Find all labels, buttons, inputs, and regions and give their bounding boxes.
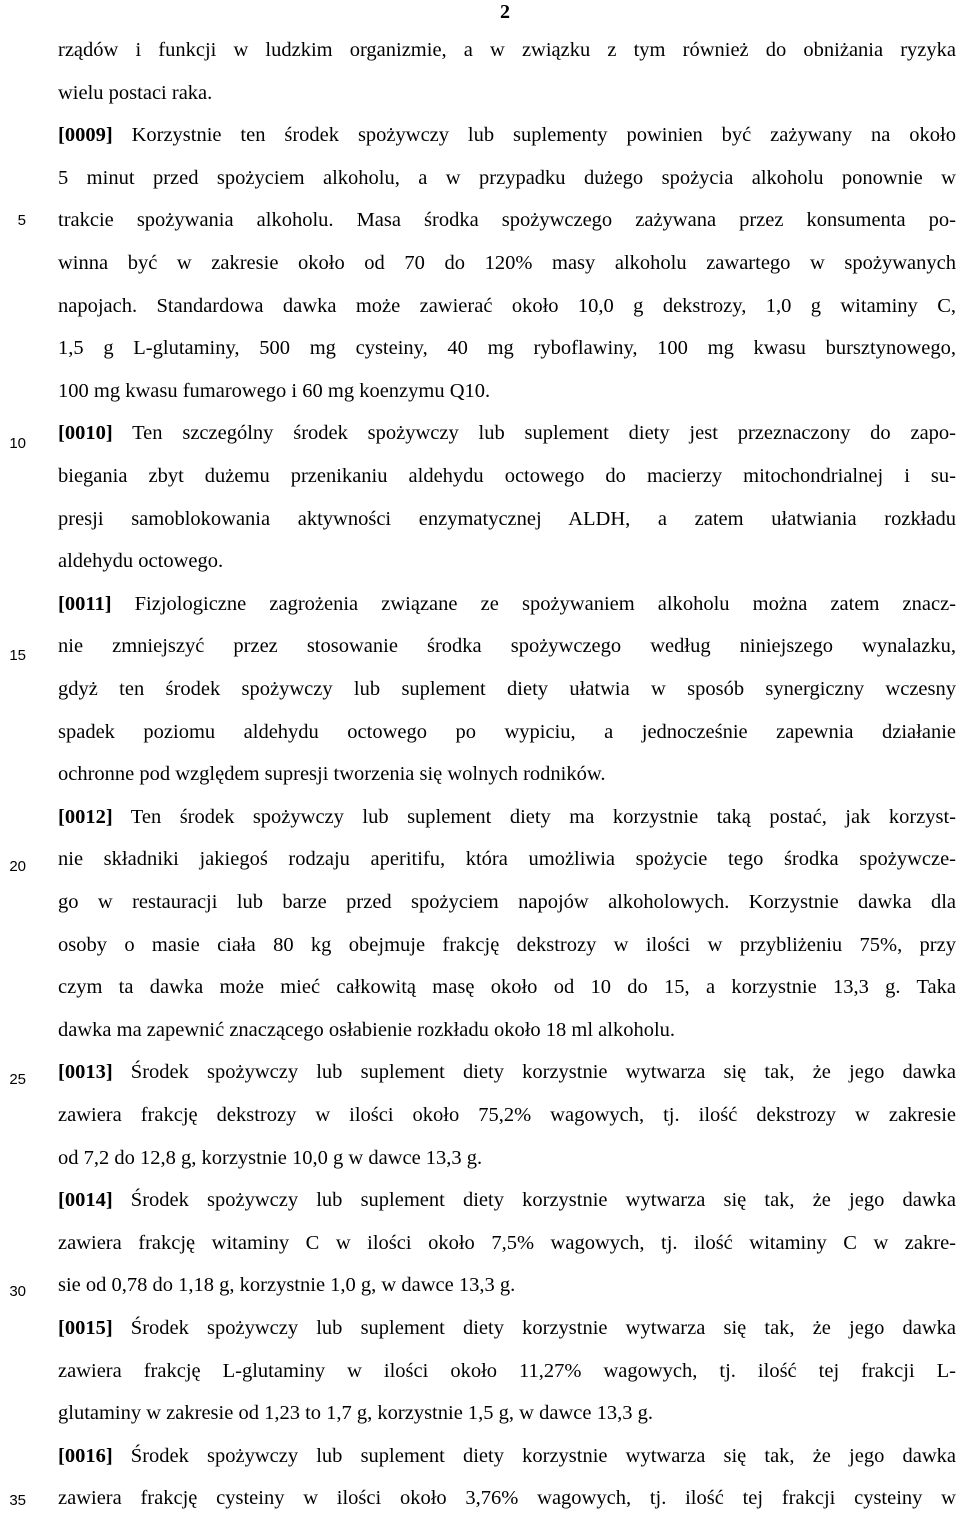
line-text: Ten szczególny środek spożywczy lub suplement diety jest przeznaczony do zapo- xyxy=(112,422,956,445)
text-line xyxy=(58,164,956,194)
line-text: go w restauracji lub barze przed spożyciem napojów alkoholowych. Korzystnie dawka dla xyxy=(58,891,956,913)
text-line xyxy=(58,1016,956,1046)
line-text: Środek spożywczy lub suplement diety korzystnie wytwarza się tak, że jego dawka xyxy=(112,1189,956,1212)
text-line xyxy=(58,1144,956,1174)
line-text: 1,5 g L-glutaminy, 500 mg cysteiny, 40 mg ryboflawiny, 100 mg kwasu bursztynowego, xyxy=(58,337,956,360)
text-line xyxy=(58,1058,956,1088)
line-text: czym ta dawka może mieć całkowitą masę około od 10 do 15, a korzystnie 13,3 g. Taka xyxy=(58,976,956,999)
text-line xyxy=(58,1442,956,1472)
line-text: Korzystnie ten środek spożywczy lub suplementy powinien być zażywany na około xyxy=(112,124,956,147)
margin-line-number: 5 xyxy=(17,212,26,229)
line-text: Ten środek spożywczy lub suplement diety ma korzystnie taką postać, jak korzyst- xyxy=(112,805,956,828)
line-text: presji samoblokowania aktywności enzymatycznej ALDH, a zatem ułatwiania rozkładu xyxy=(58,507,956,530)
paragraph-number: [0013] xyxy=(58,1061,113,1084)
line-text: zawiera frakcję cysteiny w ilości około 3,76% wagowych, tj. ilość tej frakcji cysteiny w xyxy=(58,1487,956,1510)
line-text: spadek poziomu aldehydu octowego po wypiciu, a jednocześnie zapewnia działanie xyxy=(58,720,956,743)
text-line xyxy=(58,292,956,322)
text-line xyxy=(58,1399,956,1429)
paragraph-number: [0012] xyxy=(58,805,113,828)
line-text: Środek spożywczy lub suplement diety korzystnie wytwarza się tak, że jego dawka xyxy=(112,1444,956,1467)
paragraph-number: [0014] xyxy=(58,1189,113,1212)
line-text: zawiera frakcję dekstrozy w ilości około 75,2% wagowych, tj. ilość dekstrozy w zakresie xyxy=(58,1104,956,1126)
margin-line-number: 35 xyxy=(9,1492,26,1509)
line-text: Środek spożywczy lub suplement diety korzystnie wytwarza się tak, że jego dawka xyxy=(112,1061,956,1084)
line-text: ochronne pod względem supresji tworzenia się wolnych rodników. xyxy=(58,763,606,786)
text-line xyxy=(58,547,956,577)
line-text: nie zmniejszyć przez stosowanie środka spożywczego według niniejszego wynalazku, xyxy=(58,635,956,658)
line-text: dawka ma zapewnić znaczącego osłabienie rozkładu około 18 ml alkoholu. xyxy=(58,1018,676,1041)
line-text: 5 minut przed spożyciem alkoholu, a w przypadku dużego spożycia alkoholu ponownie w xyxy=(58,166,956,189)
line-text: Środek spożywczy lub suplement diety korzystnie wytwarza się tak, że jego dawka xyxy=(112,1317,956,1339)
text-line xyxy=(58,1314,956,1344)
line-text: trakcie spożywania alkoholu. Masa środka spożywczego zażywana przez konsumenta po- xyxy=(58,209,956,232)
text-line xyxy=(58,718,956,748)
line-text: 100 mg kwasu fumarowego i 60 mg koenzymu Q10. xyxy=(58,379,491,402)
margin-line-number: 15 xyxy=(9,647,26,664)
line-text: zawiera frakcję L-glutaminy w ilości około 11,27% wagowych, tj. ilość tej frakcji L- xyxy=(58,1359,956,1382)
margin-line-number: 20 xyxy=(9,858,26,875)
text-line xyxy=(58,1229,956,1259)
text-line xyxy=(58,973,956,1003)
text-line xyxy=(58,249,956,279)
text-line xyxy=(58,419,956,449)
text-line xyxy=(58,505,956,535)
line-text: glutaminy w zakresie od 1,23 to 1,7 g, korzystnie 1,5 g, w dawce 13,3 g. xyxy=(58,1402,653,1425)
margin-line-number: 30 xyxy=(9,1283,26,1300)
text-line xyxy=(58,1484,956,1514)
text-line xyxy=(58,462,956,492)
text-line xyxy=(58,334,956,364)
text-line xyxy=(58,888,956,918)
text-line xyxy=(58,760,956,790)
text-line xyxy=(58,206,956,236)
text-line xyxy=(58,1186,956,1216)
line-text: od 7,2 do 12,8 g, korzystnie 10,0 g w dawce 13,3 g. xyxy=(58,1146,483,1169)
line-text: biegania zbyt dużemu przenikaniu aldehydu octowego do macierzy mitochondrialnej i su- xyxy=(58,465,956,487)
page-number: 2 xyxy=(500,1,510,23)
line-text: gdyż ten środek spożywczy lub suplement diety ułatwia w sposób synergiczny wczesny xyxy=(58,678,956,700)
line-text: sie od 0,78 do 1,18 g, korzystnie 1,0 g, w dawce 13,3 g. xyxy=(58,1274,516,1297)
line-text: Fizjologiczne zagrożenia związane ze spożywaniem alkoholu można zatem znacz- xyxy=(111,592,956,615)
text-line xyxy=(58,79,956,109)
margin-line-number: 10 xyxy=(9,435,26,452)
line-text: aldehydu octowego. xyxy=(58,550,224,573)
text-line xyxy=(58,1357,956,1387)
text-line xyxy=(58,632,956,662)
text-line xyxy=(58,1101,956,1131)
text-line xyxy=(58,121,956,151)
text-line xyxy=(58,931,956,961)
text-line xyxy=(58,36,956,66)
line-text: zawiera frakcję witaminy C w ilości około 7,5% wagowych, tj. ilość witaminy C w zakre- xyxy=(58,1231,956,1254)
paragraph-number: [0015] xyxy=(58,1317,113,1339)
text-line xyxy=(58,377,956,407)
text-line xyxy=(58,845,956,875)
paragraph-number: [0011] xyxy=(58,592,112,615)
paragraph-number: [0009] xyxy=(58,124,113,147)
text-line xyxy=(58,675,956,705)
line-text: winna być w zakresie około od 70 do 120% masy alkoholu zawartego w spożywanych xyxy=(58,252,956,274)
text-line xyxy=(58,803,956,833)
text-line xyxy=(58,1271,956,1301)
line-text: nie składniki jakiegoś rodzaju aperitifu, która umożliwia spożycie tego środka spożywcze- xyxy=(58,848,956,871)
line-text: napojach. Standardowa dawka może zawierać około 10,0 g dekstrozy, 1,0 g witaminy C, xyxy=(58,294,956,317)
margin-line-number: 25 xyxy=(9,1071,26,1088)
paragraph-number: [0016] xyxy=(58,1444,113,1467)
paragraph-number: [0010] xyxy=(58,422,113,445)
text-line xyxy=(58,590,956,620)
line-text: wielu postaci raka. xyxy=(58,81,213,104)
line-text: rządów i funkcji w ludzkim organizmie, a w związku z tym również do obniżania ryzyka xyxy=(58,39,956,61)
line-text: osoby o masie ciała 80 kg obejmuje frakcję dekstrozy w ilości w przybliżeniu 75%, przy xyxy=(58,933,956,956)
